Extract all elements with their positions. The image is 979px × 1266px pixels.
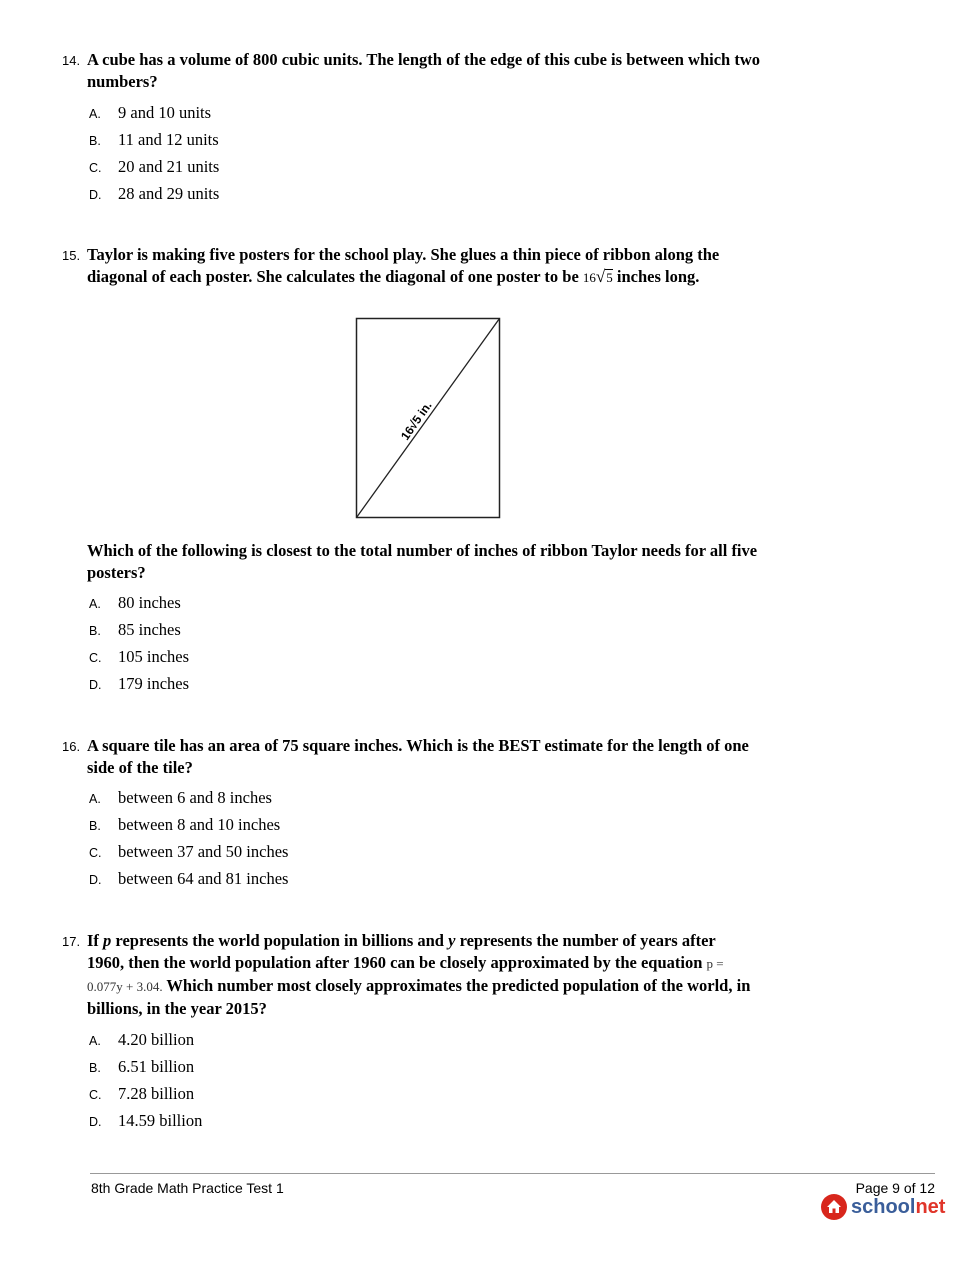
coefficient: 16 [582,270,596,285]
logo-text [851,1196,945,1219]
stem-text: Which number most closely approximates the predicted population of the world, in billions, in the year 2015? [87,976,751,1018]
option-c[interactable] [0,157,500,188]
option-a[interactable] [0,593,500,624]
option-d[interactable] [0,1111,500,1142]
question-stem: A square tile has an area of 75 square inches. Which is the BEST estimate for the length of one side of the tile? [87,736,749,777]
option-text: 80 inches [118,593,181,612]
option-text: 28 and 29 units [118,184,220,203]
option-b[interactable] [0,1057,500,1088]
house-icon [821,1194,847,1220]
option-letter: A. [89,107,101,121]
diagonal-label: 16√5 in. [397,398,435,443]
variable-p: p [103,931,112,950]
logo-net: net [915,1195,946,1218]
equation: p = 0.077y + 3.04. [87,956,724,994]
stem-text: represents the number of years after 1960, then the world population after 1960 can be closely approximated by the equation [87,931,716,972]
radicand: 5 [606,270,613,285]
option-letter: D. [89,678,102,692]
option-letter: A. [89,597,101,611]
option-letter: D. [89,1115,102,1129]
option-letter: A. [89,792,101,806]
option-c[interactable] [0,1084,500,1115]
option-letter: B. [89,624,101,638]
question-stem: A cube has a volume of 800 cubic units. The length of the edge of this cube is between which two numbers? [87,50,761,91]
schoolnet-logo [821,1194,945,1220]
option-c[interactable] [0,647,500,678]
option-letter: C. [89,846,102,860]
option-text: 11 and 12 units [118,130,219,149]
option-d[interactable] [0,674,500,705]
question-number: 14. [62,53,81,68]
question-stem [87,244,777,289]
question-number: 17. [62,934,81,949]
stem-text: inches long. [612,267,700,286]
option-b[interactable] [0,130,500,161]
option-text: between 37 and 50 inches [118,842,289,861]
option-text: 105 inches [118,647,190,666]
option-letter: C. [89,161,102,175]
option-text: 85 inches [118,620,181,639]
question-stem [87,930,752,1020]
stem-text: Taylor is making five posters for the school play. She glues a thin piece of ribbon along the diagonal of each poster. She calculates the diagonal of one poster to be [87,245,720,286]
footer-divider [90,1173,935,1174]
option-letter: B. [89,134,101,148]
page-number: Page 9 of 12 [855,1180,935,1196]
option-a[interactable] [0,1030,500,1061]
diagonal-line [357,319,500,518]
option-letter: D. [89,873,102,887]
stem-text: represents the world population in billions and [111,931,449,950]
option-text: 9 and 10 units [118,103,212,122]
followup-question: Which of the following is closest to the total number of inches of ribbon Taylor needs for all five posters? [87,541,758,582]
option-text: 14.59 billion [118,1111,203,1130]
option-text: 6.51 billion [118,1057,195,1076]
question-number: 16. [62,739,81,754]
option-d[interactable] [0,869,500,900]
option-letter: D. [89,188,102,202]
option-text: 4.20 billion [118,1030,195,1049]
option-letter: B. [89,819,101,833]
option-text: between 64 and 81 inches [118,869,289,888]
option-d[interactable] [0,184,500,215]
option-b[interactable] [0,620,500,651]
stem-text: If [87,931,104,950]
option-letter: B. [89,1061,101,1075]
option-text: between 6 and 8 inches [118,788,272,807]
option-a[interactable] [0,103,500,134]
option-letter: C. [89,1088,102,1102]
variable-y: y [448,931,456,950]
footer-title: 8th Grade Math Practice Test 1 [91,1180,284,1196]
option-text: 20 and 21 units [118,157,220,176]
radical-expression [582,267,613,286]
poster-diagram [355,317,502,520]
logo-school: school [851,1195,916,1218]
radical-sign: √ [595,267,606,286]
option-text: between 8 and 10 inches [118,815,281,834]
option-letter: C. [89,651,102,665]
question-number: 15. [62,248,81,263]
option-text: 179 inches [118,674,190,693]
option-letter: A. [89,1034,101,1048]
option-text: 7.28 billion [118,1084,195,1103]
